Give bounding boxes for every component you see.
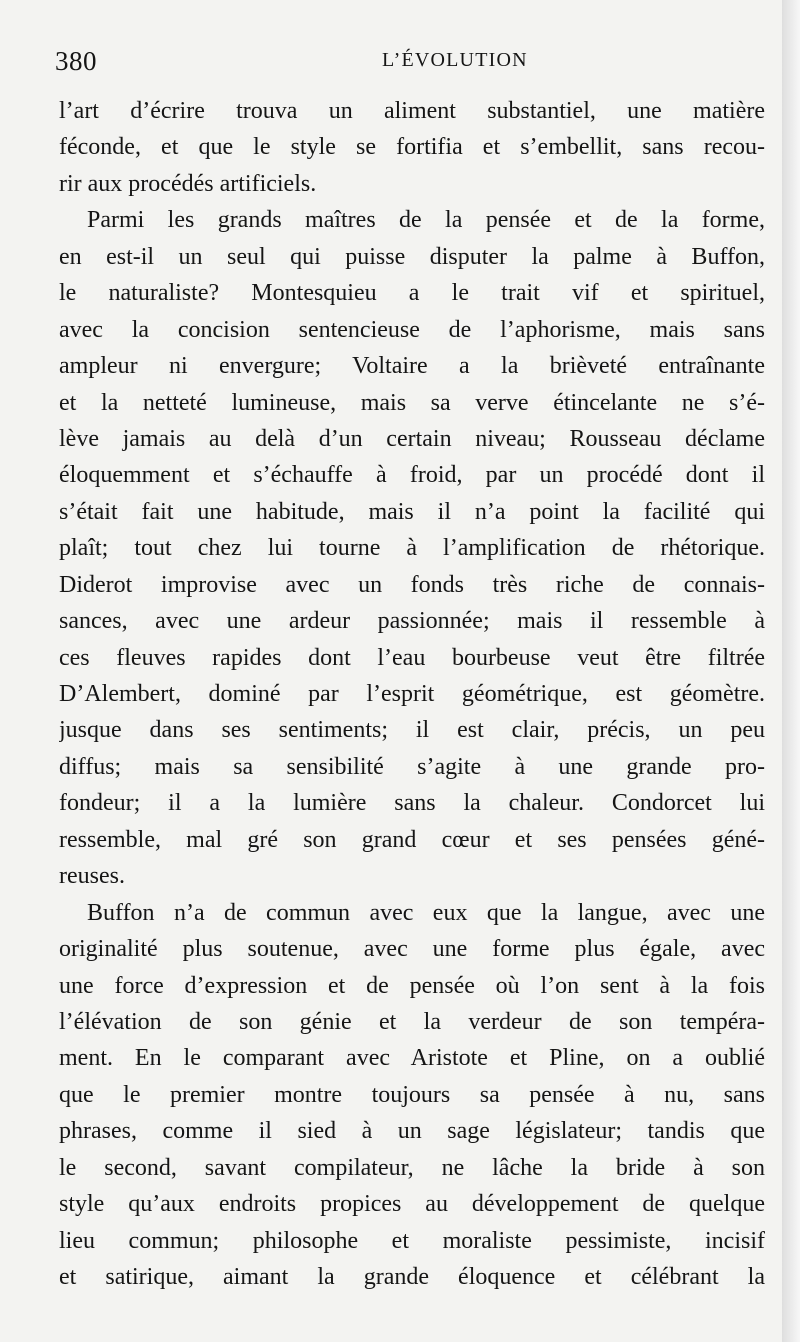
text-line: originalité plus soutenue, avec une forme plus égale, avec [59, 936, 765, 963]
text-line: phrases, comme il sied à un sage législateur; tandis que [59, 1118, 765, 1145]
text-line: Buffon n’a de commun avec eux que la langue, avec une [87, 899, 765, 926]
body-text [59, 93, 765, 1295]
text-line: D’Alembert, dominé par l’esprit géométrique, est géomètre. [59, 681, 765, 707]
text-line: lieu commun; philosophe et moraliste pessimiste, incisif [59, 1227, 765, 1254]
text-line: Parmi les grands maîtres de la pensée et de la forme, [87, 207, 765, 234]
text-line: que le premier montre toujours sa pensée à nu, sans [59, 1081, 765, 1108]
text-line: avec la concision sentencieuse de l’aphorisme, mais sans [59, 316, 765, 343]
text-line: l’art d’écrire trouva un aliment substantiel, une matière [59, 98, 765, 124]
text-line: et la netteté lumineuse, mais sa verve étincelante ne s’é- [59, 389, 765, 416]
text-line: sances, avec une ardeur passionnée; mais il ressemble à [59, 608, 765, 635]
text-line: le naturaliste? Montesquieu a le trait vif et spirituel, [59, 280, 765, 307]
text-line: l’élévation de son génie et la verdeur de son tempéra- [59, 1008, 765, 1035]
text-line: ces fleuves rapides dont l’eau bourbeuse veut être filtrée [59, 644, 765, 671]
text-line: lève jamais au delà d’un certain niveau; Rousseau déclame [59, 425, 765, 452]
text-line: ressemble, mal gré son grand cœur et ses pensées géné- [59, 826, 765, 853]
text-line: diffus; mais sa sensibilité s’agite à une grande pro- [59, 753, 765, 780]
text-line: jusque dans ses sentiments; il est clair, précis, un peu [59, 717, 765, 744]
text-line: une force d’expression et de pensée où l’on sent à la fois [59, 972, 765, 999]
text-line: en est-il un seul qui puisse disputer la palme à Buffon, [59, 243, 765, 270]
text-line: éloquemment et s’échauffe à froid, par un procédé dont il [59, 462, 765, 489]
text-line: style qu’aux endroits propices au développement de quelque [59, 1191, 765, 1218]
text-line: s’était fait une habitude, mais il n’a point la facilité qui [59, 498, 765, 525]
text-line: le second, savant compilateur, ne lâche la bride à son [59, 1154, 765, 1181]
page-header [55, 40, 763, 80]
text-line: rir aux procédés artificiels. [59, 170, 317, 197]
text-line: ment. En le comparant avec Aristote et Pline, on a oublié [59, 1045, 765, 1072]
text-line: Diderot improvise avec un fonds très riche de connais- [59, 571, 765, 598]
text-line: reuses. [59, 863, 125, 890]
text-line: fondeur; il a la lumière sans la chaleur. Condorcet lui [59, 790, 765, 817]
text-line: ampleur ni envergure; Voltaire a la brièveté entraînante [59, 353, 765, 380]
text-line: féconde, et que le style se fortifia et s’embellit, sans recou- [59, 134, 765, 161]
running-title: L’ÉVOLUTION [382, 49, 528, 71]
page-edge [782, 0, 800, 1342]
text-line: et satirique, aimant la grande éloquence et célébrant la [59, 1264, 765, 1290]
page-number: 380 [55, 46, 97, 76]
text-line: plaît; tout chez lui tourne à l’amplification de rhétorique. [59, 535, 765, 562]
